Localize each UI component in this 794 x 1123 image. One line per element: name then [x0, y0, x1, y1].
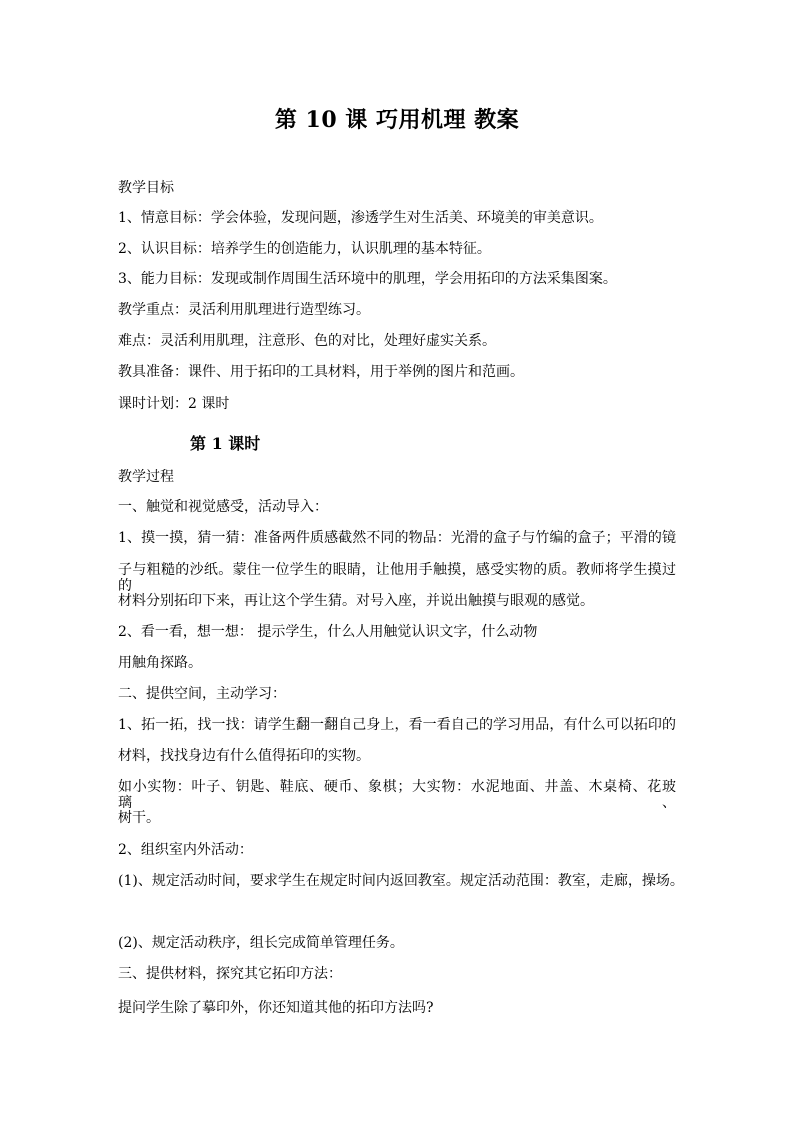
document-title: 第 10 课 巧用机理 教案: [274, 107, 520, 133]
text-line: 三、提供材料，探究其它拓印方法：: [118, 966, 342, 982]
text-line: 1、摸一摸，猜一猜：准备两件质感截然不同的物品：光滑的盒子与竹编的盒子；平滑的镜: [118, 530, 676, 546]
text-line: 一、触觉和视觉感受，活动导入：: [118, 499, 328, 515]
text-line: 教学重点：灵活利用肌理进行造型练习。: [118, 302, 370, 318]
text-line: 2、看一看，想一想： 提示学生，什么人用触觉认识文字，什么动物: [118, 624, 538, 640]
text-line: 二、提供空间，主动学习：: [118, 686, 286, 702]
text-line: 2、认识目标：培养学生的创造能力，认识肌理的基本特征。: [118, 241, 491, 257]
text-line: (2)、规定活动秩序，组长完成简单管理任务。: [118, 935, 404, 951]
text-line: 提问学生除了摹印外，你还知道其他的拓印方法吗?: [118, 1000, 434, 1016]
text-line: 子与粗糙的沙纸。蒙住一位学生的眼睛，让他用手触摸，感受实物的质。教师将学生摸过的: [118, 562, 676, 594]
text-line: 3、能力目标：发现或制作周围生活环境中的肌理，学会用拓印的方法采集图案。: [118, 271, 617, 287]
text-line: 1、拓一拓，找一找：请学生翻一翻自己身上，看一看自己的学习用品，有什么可以拓印的: [118, 717, 676, 733]
text-line: 教学过程: [118, 469, 174, 485]
text-line: 教具准备：课件、用于拓印的工具材料，用于举例的图片和范画。: [118, 364, 524, 380]
text-line: (1)、规定活动时间，要求学生在规定时间内返回教室。规定活动范围：教室，走廊，操场。: [118, 873, 684, 889]
text-line: 树干。: [118, 810, 160, 826]
text-line: 材料分别拓印下来，再让这个学生猜。对号入座，并说出触摸与眼观的感觉。: [118, 593, 594, 609]
text-line: 2、组织室内外活动：: [118, 842, 253, 858]
text-line: 课时计划：2 课时: [118, 396, 230, 412]
text-line: 如小实物：叶子、钥匙、鞋底、硬币、象棋；大实物：水泥地面、井盖、木桌椅、花玻璃、: [118, 779, 676, 811]
text-line: 用触角探路。: [118, 655, 202, 671]
section-heading: 第 1 课时: [190, 434, 261, 453]
text-line: 难点：灵活利用肌理，注意形、色的对比，处理好虚实关系。: [118, 333, 496, 349]
text-line: 材料，找找身边有什么值得拓印的实物。: [118, 748, 370, 764]
text-line: 教学目标: [118, 180, 174, 196]
text-line: 1、情意目标：学会体验，发现问题，渗透学生对生活美、环境美的审美意识。: [118, 210, 603, 226]
